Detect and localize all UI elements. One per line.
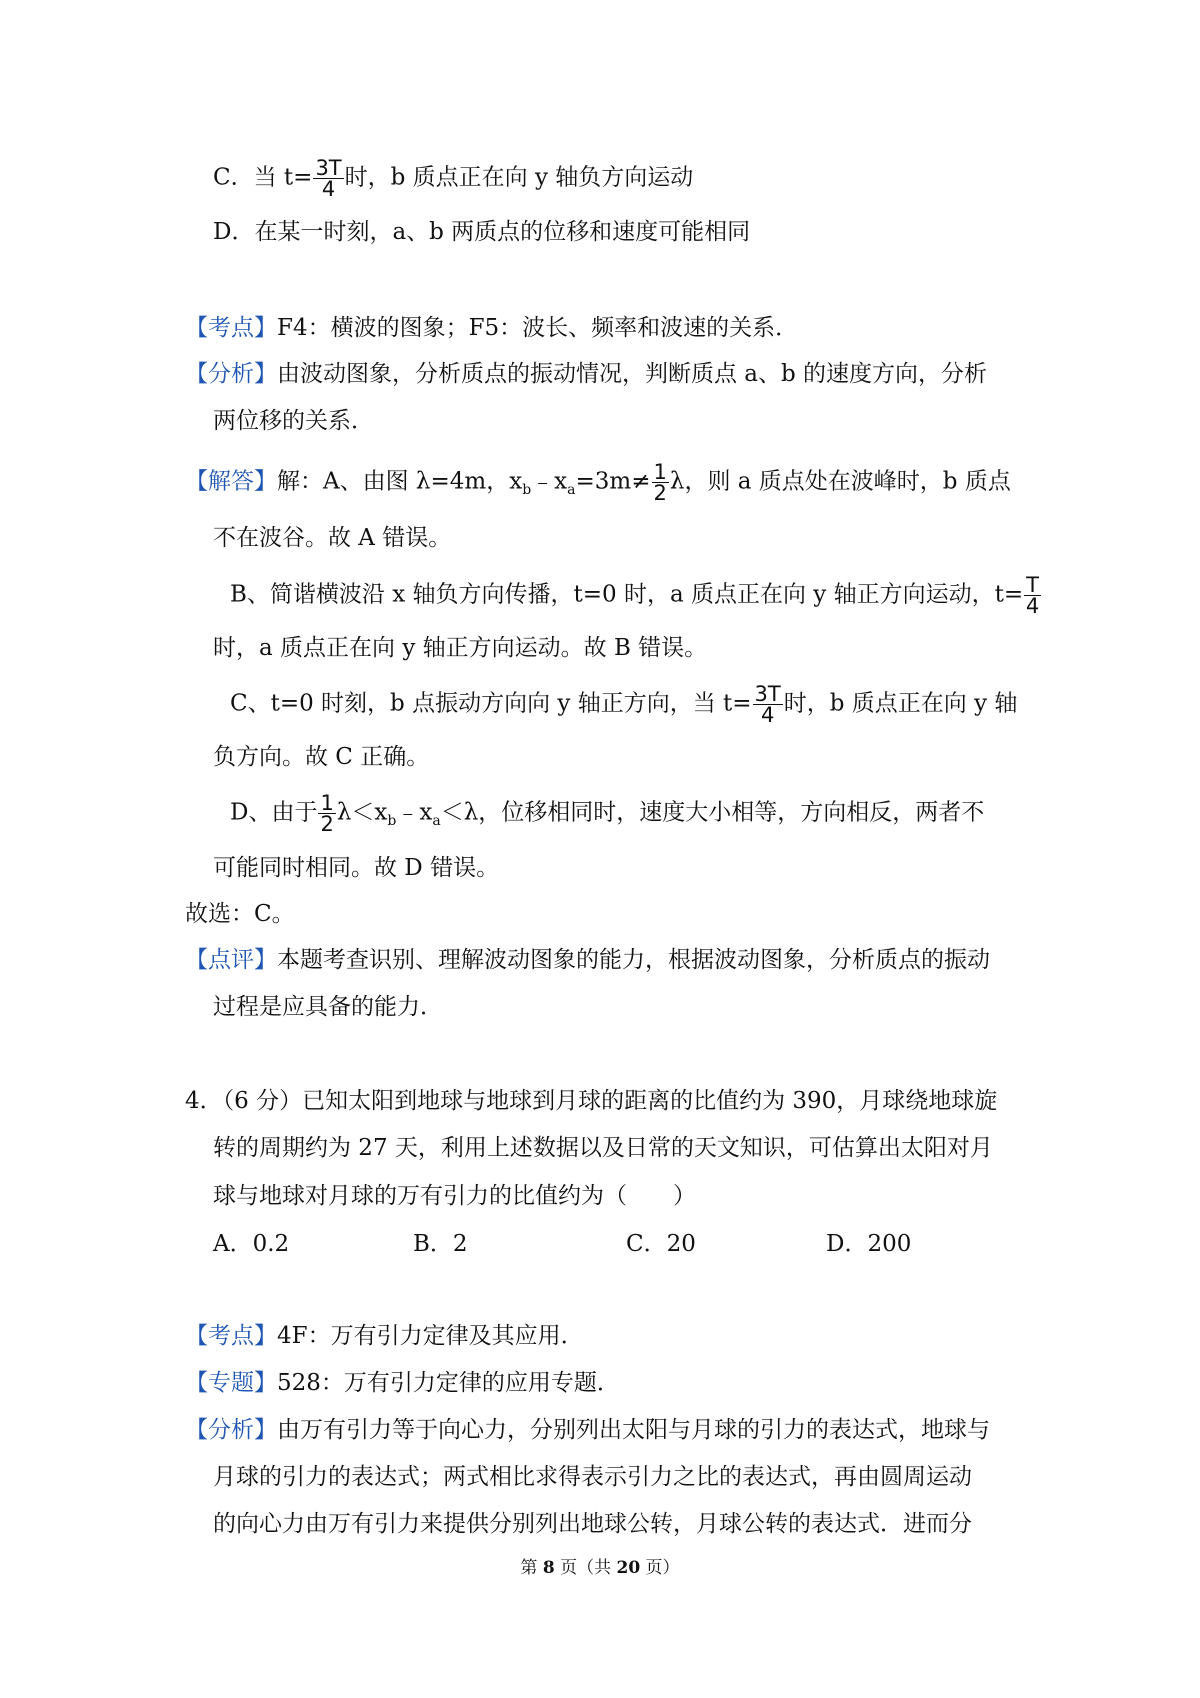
q4-option-d: D．200 — [826, 1231, 912, 1257]
page-total: 20 — [616, 1558, 641, 1578]
jieda-a-line-1: 【解答】解：A、由图 λ=4m，$x_b﹣x_a=3m\ne$ $\frac{1}{2}$ λ，则 a 质点处在波峰时，b 质点 — [185, 460, 1011, 505]
fraction-half: $\frac{1}{2}$ — [653, 460, 667, 505]
option-c — [213, 158, 693, 199]
jieda-a-line-2: 不在波谷。故 A 错误。 — [213, 525, 452, 551]
jieda-c-line-2: 负方向。故 C 正确。 — [213, 744, 430, 770]
q4-fenxi-line-1: 【分析】由万有引力等于向心力，分别列出太阳与月球的引力的表达式，地球与 — [185, 1417, 990, 1443]
jieda-d-line-1: D、由于 $\frac{1}{2}$ $\lambda<x_b﹣x_a<\lambda$，位移相同时，速度大小相等，方向相反，两者不 — [230, 791, 985, 836]
jieda-b-line-2: 时，a 质点正在向 y 轴正方向运动。故 B 错误。 — [213, 635, 708, 661]
kaodian-text: F4：横波的图象；F5：波长、频率和波速的关系． — [277, 315, 799, 341]
jieda-c-line-1: C、t=0 时刻，b 点振动方向向 y 轴正方向，当 t= $\frac{3T}{4}$ 时，b 质点正在向 y 轴 — [230, 682, 1018, 727]
q4-option-b: B．2 — [413, 1231, 468, 1257]
option-c-text: 时，b 质点正在向 y 轴负方向运动 — [344, 164, 694, 191]
dianping-line-2: 过程是应具备的能力． — [213, 994, 443, 1020]
fenxi-line-2: 两位移的关系． — [213, 408, 374, 434]
dianping-tag: 【点评】 — [185, 947, 277, 973]
fenxi-line-1: 【分析】由波动图象，分析质点的振动情况，判断质点 a、b 的速度方向，分析 — [185, 361, 988, 387]
page-number: 8 — [542, 1558, 555, 1578]
jieda-tag: 【解答】 — [185, 468, 277, 495]
q4-stem-line-3: 球与地球对月球的万有引力的比值约为（ ） — [213, 1183, 696, 1209]
jieda-d-line-2: 可能同时相同。故 D 错误。 — [213, 855, 500, 881]
q4-stem-line-1: 4．（6 分）已知太阳到地球与地球到月球的距离的比值约为 390，月球绕地球旋 — [185, 1088, 998, 1114]
q4-zhuanti-line: 【专题】528：万有引力定律的应用专题． — [185, 1370, 620, 1396]
dianping-line-1: 【点评】本题考查识别、理解波动图象的能力，根据波动图象，分析质点的振动 — [185, 947, 990, 973]
page-footer: 第 8 页（共 20 页） — [520, 1558, 680, 1578]
fraction-t-4: $\frac{T}{4}$ — [1025, 573, 1040, 618]
kaodian-line — [185, 312, 798, 344]
option-c-prefix: C．当 t= — [213, 164, 313, 191]
kaodian-tag: 【考点】 — [185, 315, 277, 341]
answer-choice: 故选：C。 — [185, 901, 295, 927]
q4-option-c: C．20 — [626, 1231, 696, 1257]
q4-fenxi-line-3: 的向心力由万有引力来提供分别列出地球公转，月球公转的表达式．进而分 — [213, 1511, 972, 1537]
q4-option-a: A．0.2 — [213, 1231, 290, 1257]
fraction-3t-4-b: $\frac{3T}{4}$ — [754, 682, 781, 727]
q4-kaodian-tag: 【考点】 — [185, 1323, 277, 1349]
fraction-3t-4: $\frac{3T}{4}$ — [315, 156, 342, 201]
q4-stem-line-2: 转的周期约为 27 天，利用上述数据以及日常的天文知识，可估算出太阳对月 — [213, 1135, 993, 1161]
q4-fenxi-line-2: 月球的引力的表达式；两式相比求得表示引力之比的表达式，再由圆周运动 — [213, 1464, 972, 1490]
q4-zhuanti-tag: 【专题】 — [185, 1370, 277, 1396]
q4-kaodian-line: 【考点】4F：万有引力定律及其应用． — [185, 1323, 584, 1349]
q4-fenxi-tag: 【分析】 — [185, 1417, 277, 1443]
option-d: D．在某一时刻，a、b 两质点的位移和速度可能相同 — [213, 219, 751, 245]
fenxi-tag: 【分析】 — [185, 361, 277, 387]
fraction-half-d: $\frac{1}{2}$ — [320, 791, 334, 836]
jieda-b-line-1: B、简谐横波沿 x 轴负方向传播，t=0 时，a 质点正在向 y 轴正方向运动，t= $\frac{T}{4}$ — [230, 573, 1040, 618]
